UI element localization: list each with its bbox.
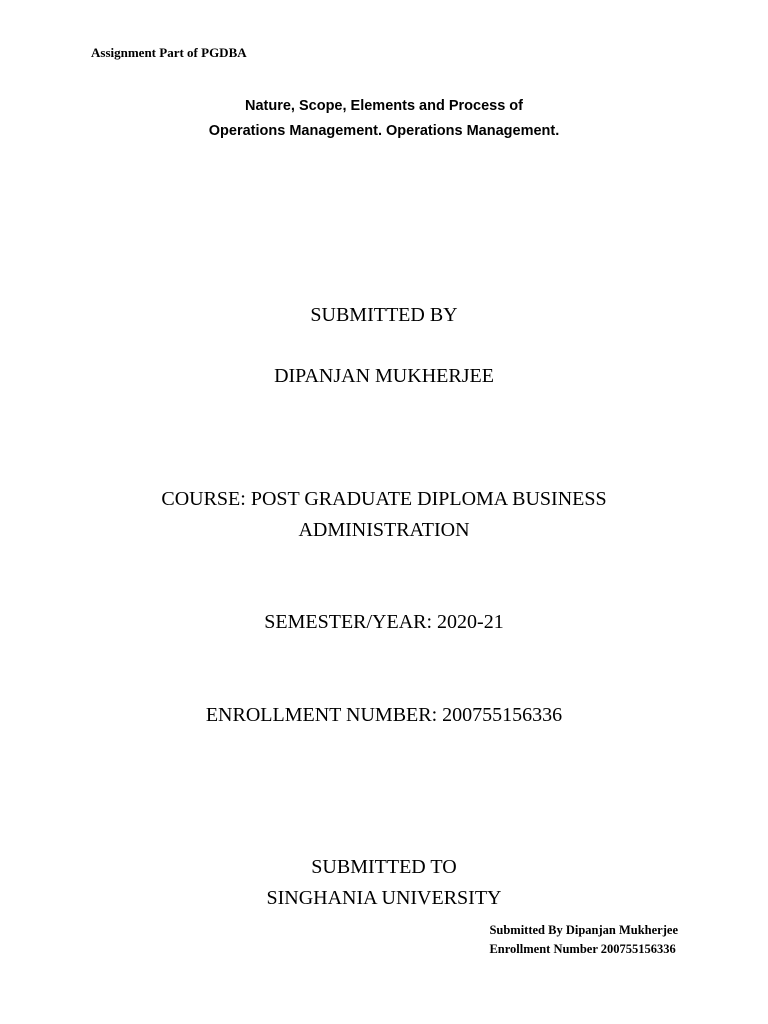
enrollment-number: ENROLLMENT NUMBER: 200755156336 — [205, 704, 563, 726]
title-line-2: Operations Management. Operations Management. — [208, 123, 560, 139]
footer-line-1: Submitted By Dipanjan Mukherjee — [489, 923, 678, 937]
course-line-2: ADMINISTRATION — [298, 519, 470, 541]
document-title — [0, 94, 768, 144]
submitted-by-label: SUBMITTED BY — [310, 304, 458, 326]
title-line-1: Nature, Scope, Elements and Process of — [244, 98, 523, 114]
footer-note — [489, 921, 678, 959]
author-name: DIPANJAN MUKHERJEE — [274, 365, 494, 387]
submitted-to-label: SUBMITTED TO — [311, 856, 457, 878]
semester-year: SEMESTER/YEAR: 2020-21 — [264, 611, 504, 633]
header-note: Assignment Part of PGDBA — [91, 45, 247, 60]
course-line-1: COURSE: POST GRADUATE DIPLOMA BUSINESS — [161, 488, 607, 510]
institution-name: SINGHANIA UNIVERSITY — [266, 887, 502, 909]
footer-line-2: Enrollment Number 200755156336 — [489, 942, 676, 956]
